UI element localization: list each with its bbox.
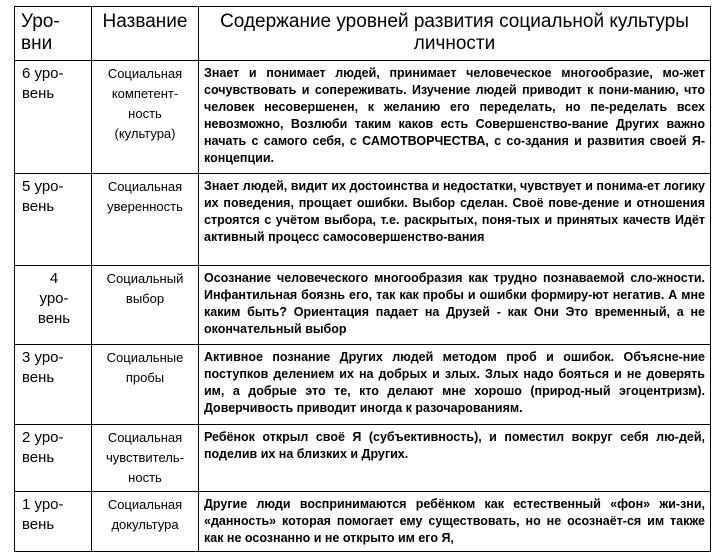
table-row: [15, 492, 711, 552]
table-row: [15, 266, 711, 345]
levels-table: [14, 6, 711, 552]
table-row: [15, 174, 711, 266]
level-cell: 3 уро- вень: [15, 345, 92, 425]
content-cell: Другие люди воспринимаются ребёнком как естественный «фон» жи-зни, «данность» которая помогает ему существовать, но не осознаёт-ся им также как не осознанно и не открыто им его Я,: [199, 492, 711, 552]
name-cell: Социальная уверенность: [92, 174, 199, 266]
content-cell: Активное познание Других людей методом проб и ошибок. Объясне-ние поступков делением их на добрых и злых. Злых надо бояться и не доверять им, а добрые это те, кто делают мне хорошо (природ-ный эгоцентризм). Доверчивость приводит иногда к разочарованиям.: [199, 345, 711, 425]
content-cell: Ребёнок открыл своё Я (субъективность), и поместил вокруг себя лю-дей, поделив их на близких и Других.: [199, 425, 711, 492]
table-row: [15, 345, 711, 425]
header-levels: Уро- вни: [15, 7, 92, 61]
level-cell: 2 уро- вень: [15, 425, 92, 492]
header-row: [15, 7, 711, 61]
content-cell: Осознание человеческого многообразия как трудно познаваемой сло-жности. Инфантильная боязнь его, так как пробы и ошибки формиру-ют негатив. А мне каким быть? Ориентация падает на Друзей - как Они Это временный, а не окончательный выбор: [199, 266, 711, 345]
name-cell: Социальный выбор: [92, 266, 199, 345]
header-content: Содержание уровней развития социальной культуры личности: [199, 7, 711, 61]
content-cell: Знает и понимает людей, принимает человеческое многообразие, мо-жет сочувствовать и сопереживать. Изучение людей приводит к пони-манию, что человек несовершенен, к желанию его переделать, но пе-ределать всех невозможно, Возлюби таким каков есть Совершенство-вание Других важно начать с самого себя, с САМОТВОРЧЕСТВА, с со-здания и развития своей Я-концепции.: [199, 61, 711, 174]
name-cell: Социальная компетент- ность (культура): [92, 61, 199, 174]
name-cell: Социальная чувствитель- ность: [92, 425, 199, 492]
level-cell: 6 уро- вень: [15, 61, 92, 174]
content-cell: Знает людей, видит их достоинства и недостатки, чувствует и понима-ет логику их поведения, прощает ошибки. Выбор сделан. Своё пове-дение и отношения строятся с учётом выбора, т.е. раскрытых, поня-тых и принятых качеств Идёт активный процесс самосовершенство-вания: [199, 174, 711, 266]
level-cell: 5 уро- вень: [15, 174, 92, 266]
header-name: Название: [92, 7, 199, 61]
table-row: [15, 61, 711, 174]
name-cell: Социальная докультура: [92, 492, 199, 552]
table-row: [15, 425, 711, 492]
level-cell: 1 уро- вень: [15, 492, 92, 552]
name-cell: Социальные пробы: [92, 345, 199, 425]
level-cell: 4 уро- вень: [15, 266, 92, 345]
